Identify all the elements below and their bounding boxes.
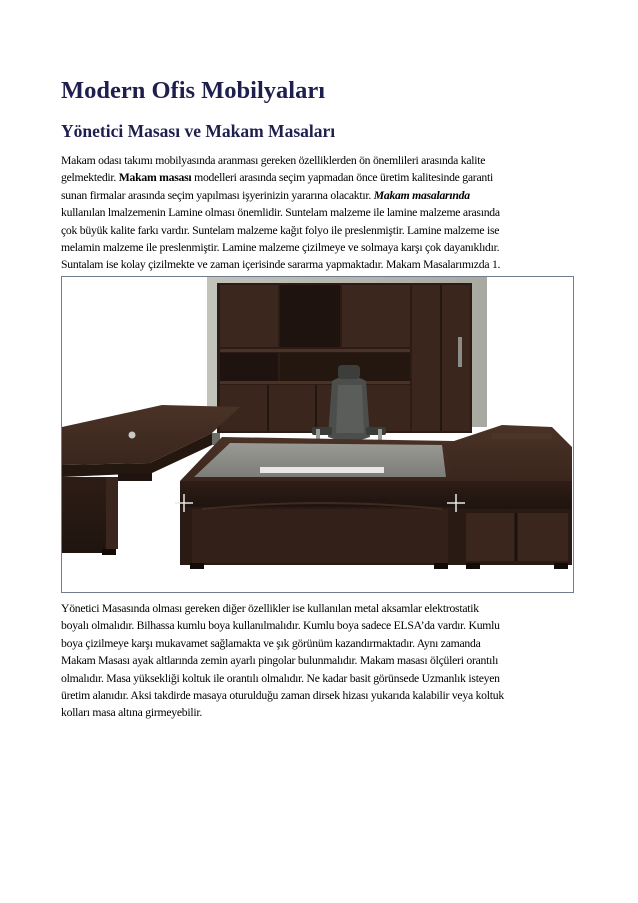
- paragraph-line: Makam odası takımı mobilyasında aranması gereken özelliklerden ön önemlileri arasında kalite: [61, 154, 486, 167]
- bold-italic-term: Makam masalarında: [373, 188, 470, 202]
- page-title: Modern Ofis Mobilyaları: [61, 77, 326, 104]
- text-run: gelmektedir.: [61, 171, 119, 185]
- bold-term: Makam masası: [118, 171, 192, 185]
- paragraph-line: melamin malzeme ile preslenmiştir. Lamine malzeme çizilmeye ve solmaya karşı çok dayanıklıdır.: [61, 241, 500, 255]
- paragraph-line: Yönetici Masasında olması gereken diğer özellikler ise kullanılan metal aksamlar elektrostatik: [61, 602, 479, 615]
- paragraph-line: olmalıdır. Masa yüksekliği koltuk ile orantılı olmalıdır. Ne kadar basit görünsede Uzmanlık isteyen: [61, 671, 500, 685]
- paragraph-line: kolları masa altına girmeyebilir.: [61, 706, 203, 720]
- paragraph-line: boyalı olmalıdır. Bilhassa kumlu boya kullanılmalıdır. Kumlu boya sadece ELSA’da vardır. Kumlu: [61, 619, 500, 633]
- intro-paragraph: [61, 152, 581, 291]
- paragraph-line: [61, 169, 581, 186]
- office-desk-photo: [61, 276, 574, 593]
- details-paragraph: [61, 600, 581, 722]
- main-desk: [180, 437, 458, 569]
- text-run: sunan firmalar arasında seçim yapılması işyerinizin yararına olacaktır.: [61, 188, 374, 202]
- desk-right-return: [442, 425, 572, 569]
- paragraph-line: Makam Masası ayak altlarında zemin ayarlı pingolar bulunmalıdır. Makam masası ölçüleri orantılı: [61, 654, 499, 668]
- paragraph-line: boya çizilmeye karşı mukavamet sağlamakta ve şık görünüm kazandırmaktadır. Aynı zamanda: [61, 636, 481, 650]
- desk-illustration: [62, 277, 573, 592]
- paragraph-line: üretim alanıdır. Aksi takdirde masaya oturulduğu zaman dirsek hizası yukarıda kalabilir veya koltuk: [61, 689, 504, 703]
- paragraph-line: kullanılan lmalzemenin Lamine olması önemlidir. Suntelam malzeme ile lamine malzeme arasında: [61, 206, 500, 220]
- text-run: modelleri arasında seçim yapmadan önce üretim kalitesinde garanti: [191, 171, 493, 185]
- section-subtitle: Yönetici Masası ve Makam Masaları: [61, 121, 336, 141]
- paragraph-line: Suntalam ise kolay çizilmekte ve zaman içerisinde sararma yapmaktadır. Makam Masalarımızda 1.: [61, 258, 501, 272]
- paragraph-line: [61, 187, 581, 204]
- paragraph-line: çok büyük kalite farkı vardır. Suntelam malzeme kağıt folyo ile preslenmiştir. Lamine malzeme ise: [61, 223, 500, 237]
